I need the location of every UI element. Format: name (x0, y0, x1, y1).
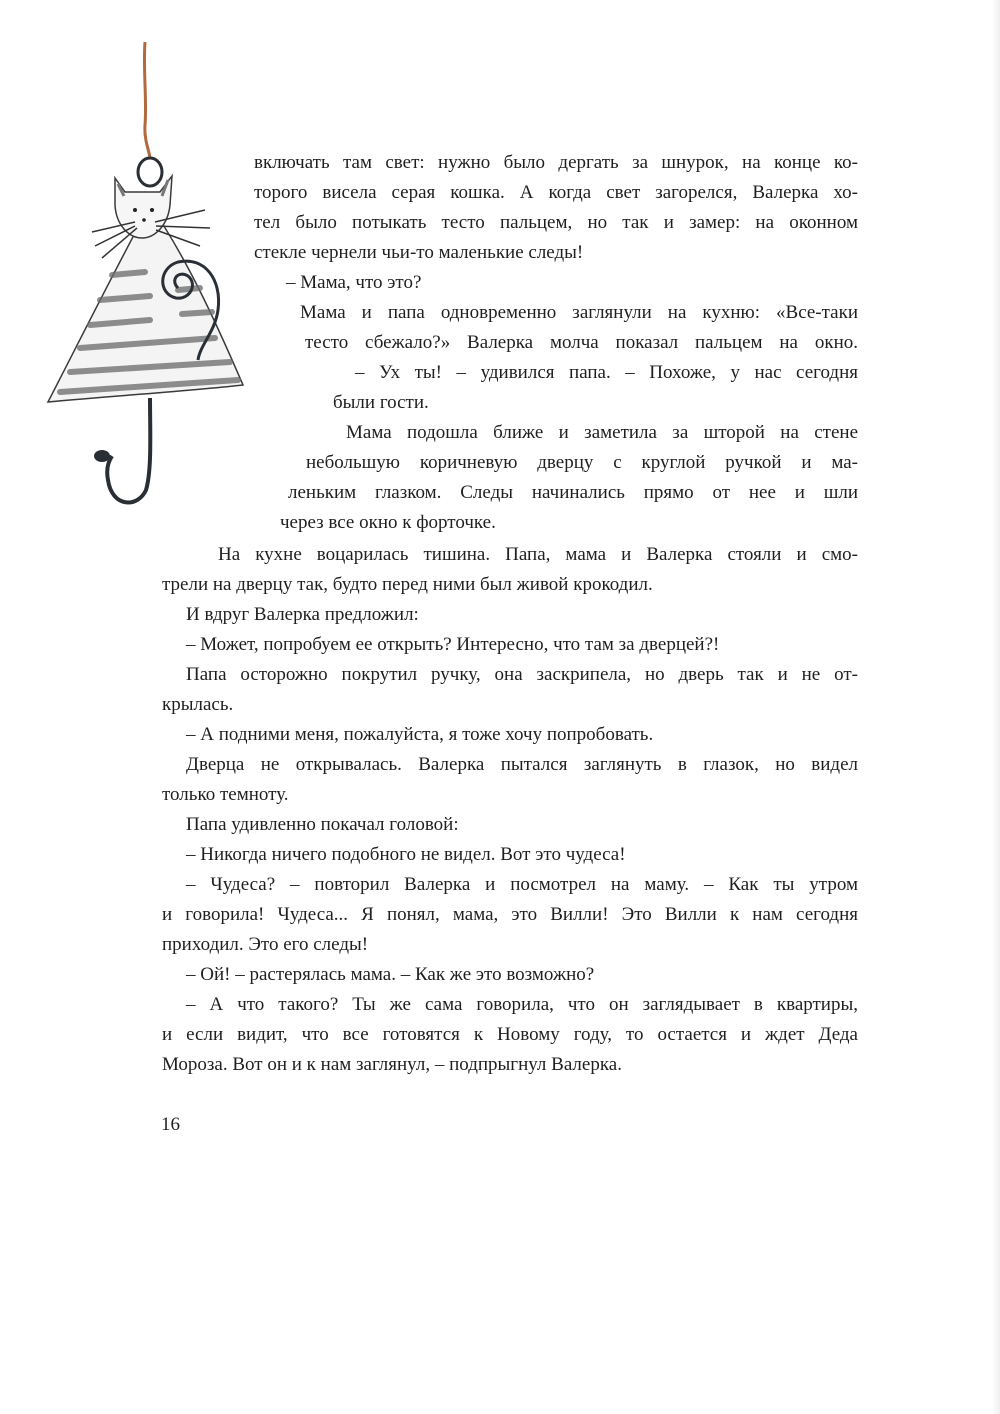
text-line: трели на дверцу так, будто перед ними был живой крокодил. (162, 574, 653, 595)
text-line: торого висела серая кошка. А когда свет загорелся, Валерка хо- (254, 182, 858, 203)
text-line: И вдруг Валерка предложил: (186, 604, 419, 625)
text-line: тел было потыкать тесто пальцем, но так и замер: на оконном (254, 212, 858, 233)
text-line: включать там свет: нужно было дергать за шнурок, на конце ко- (254, 152, 858, 173)
page-edge-shadow (992, 0, 1000, 1414)
text-line: и если видит, что все готовятся к Новому году, то остается и ждет Деда (162, 1024, 858, 1045)
text-line: небольшую коричневую дверцу с круглой ручкой и ма- (306, 452, 858, 473)
text-line: и говорила! Чудеса... Я понял, мама, это Вилли! Это Вилли к нам сегодня (162, 904, 858, 925)
cat-hook-icon (40, 38, 255, 513)
text-line: – Может, попробуем ее открыть? Интересно, что там за дверцей?! (186, 634, 720, 655)
text-line: Мороза. Вот он и к нам заглянул, – подпрыгнул Валерка. (162, 1054, 622, 1075)
text-line: приходил. Это его следы! (162, 934, 369, 955)
page-number: 16 (161, 1114, 180, 1135)
text-line: крылась. (162, 694, 234, 715)
text-line: были гости. (333, 392, 429, 413)
text-line: – Никогда ничего подобного не видел. Вот это чудеса! (186, 844, 626, 865)
text-line: Дверца не открывалась. Валерка пытался заглянуть в глазок, но видел (186, 754, 858, 775)
text-line: Мама и папа одновременно заглянули на кухню: «Все-таки (300, 302, 858, 323)
text-line: – А что такого? Ты же сама говорила, что он заглядывает в квартиры, (186, 994, 858, 1015)
text-line: – Мама, что это? (286, 272, 422, 293)
text-line: Папа удивленно покачал головой: (186, 814, 459, 835)
text-line: Папа осторожно покрутил ручку, она заскрипела, но дверь так и не от- (186, 664, 858, 685)
text-line: через все окно к форточке. (280, 512, 496, 533)
text-line: – Ух ты! – удивился папа. – Похоже, у нас сегодня (355, 362, 858, 383)
text-line: леньким глазком. Следы начинались прямо от нее и шли (288, 482, 858, 503)
text-line: – Ой! – растерялась мама. – Как же это возможно? (186, 964, 595, 985)
text-line: На кухне воцарилась тишина. Папа, мама и Валерка стояли и смо- (218, 544, 858, 565)
text-line: Мама подошла ближе и заметила за шторой на стене (346, 422, 858, 443)
text-line: стекле чернели чьи-то маленькие следы! (254, 242, 584, 263)
text-line: тесто сбежало?» Валерка молча показал пальцем на окно. (305, 332, 858, 353)
text-line: – А подними меня, пожалуйста, я тоже хочу попробовать. (186, 724, 654, 745)
text-line: только темноту. (162, 784, 289, 805)
text-line: – Чудеса? – повторил Валерка и посмотрел на маму. – Как ты утром (186, 874, 858, 895)
